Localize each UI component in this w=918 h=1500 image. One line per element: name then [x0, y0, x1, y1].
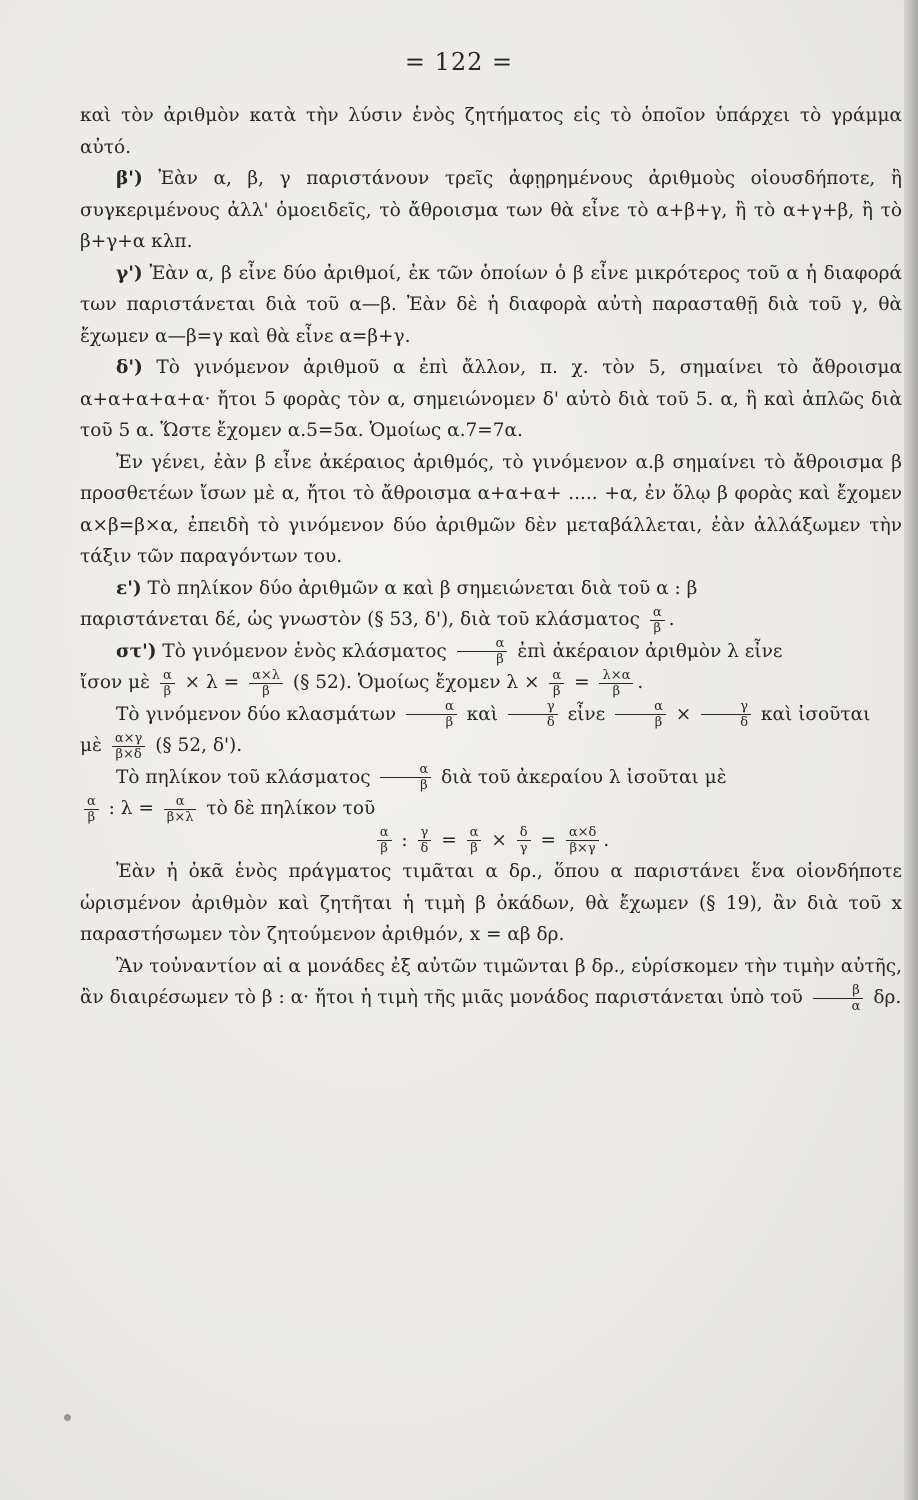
- paper-spot: [64, 1414, 71, 1421]
- fraction: $\frac{\alpha}{\beta}$: [377, 825, 392, 856]
- page-number: = 122 =: [404, 48, 514, 76]
- item-mark: δ'): [116, 357, 143, 378]
- fraction: $\frac{\alpha}{\beta}$: [380, 762, 431, 793]
- fraction: $\frac{\alpha}{\beta}$: [650, 605, 665, 636]
- paragraph-quotient-cont: $\frac{\alpha}{\beta}$ : λ = $\frac{\alpha}{\beta\times\lambda}$ τὸ δὲ πηλίκον τοῦ: [80, 793, 902, 825]
- paragraph-price: Ἐὰν ἡ ὀκᾶ ἑνὸς πράγματος τιμᾶται α δρ., ὅπου α παριστάνει ἕνα οἱονδήποτε ὡρισμένον ἀριθμὸν καὶ ζητῆται ἡ τιμὴ β ὀκάδων, θὰ ἔχωμεν (§ 19), ἂν διὰ τοῦ x παραστήσωμεν τὸν ζητούμενον ἀριθμόν, x = αβ δρ.: [80, 861, 902, 945]
- fraction: $\frac{\alpha}{\beta}$: [549, 668, 564, 699]
- fraction: $\frac{\alpha}{\beta\times\lambda}$: [164, 794, 197, 825]
- paragraph-text: Ἐὰν α, β, γ παριστάνουν τρεῖς ἀφῃρημένους ἀριθμοὺς οἱουσδήποτε, ἢ συγκεριμένους ἀλλ' ὁμοειδεῖς, τὸ ἄθροισμα των θὰ εἶνε τὸ α+β+γ, ἢ τὸ α+γ+β, ἢ τὸ β+γ+α κλπ.: [80, 168, 902, 252]
- item-mark: στ'): [116, 640, 157, 662]
- fraction: $\frac{\alpha}{\beta}$: [160, 668, 175, 699]
- page-text: [80, 100, 902, 1014]
- fraction: $\frac{\alpha\times\gamma}{\beta\times\delta}$: [112, 731, 145, 762]
- paragraph-st-cont: ἴσον μὲ $\frac{\alpha}{\beta}$ × λ = $\frac{\alpha\times\lambda}{\beta}$ (§ 52). Ὁμοίως ἔχομεν λ × $\frac{\alpha}{\beta}$ = $\frac{\lambda\times\alpha}{\beta}$ .: [80, 667, 644, 699]
- paragraph-continuation: καὶ τὸν ἀριθμὸν κατὰ τὴν λύσιν ἑνὸς ζητήματος εἰς τὸ ὁποῖον ὑπάρχει τὸ γράμμα αὐτό.: [80, 105, 902, 158]
- fraction: $\frac{\alpha}{\beta}$: [467, 825, 482, 856]
- paragraph-text: Τὸ πηλίκον δύο ἀριθμῶν α καὶ β σημειώνεται διὰ τοῦ α : β: [141, 577, 698, 599]
- paragraph-product-fractions: Τὸ γινόμενον δύο κλασμάτων $\frac{\alpha}{\beta}$ καὶ $\frac{\gamma}{\delta}$ εἶνε $\frac{\alpha}{\beta}$ × $\frac{\gamma}{\delta}$ καὶ ἰσοῦται: [116, 699, 871, 730]
- fraction: $\frac{\gamma}{\delta}$: [418, 825, 432, 856]
- fraction: $\frac{\gamma}{\delta}$: [508, 699, 558, 730]
- fraction: $\frac{\alpha}{\beta}$: [84, 794, 99, 825]
- fraction: $\frac{\beta}{\alpha}$: [813, 983, 864, 1014]
- paragraph-b: [80, 163, 902, 258]
- paragraph-c: [80, 258, 902, 353]
- item-mark: γ'): [116, 262, 143, 284]
- fraction: $\frac{\delta}{\gamma}$: [517, 825, 531, 856]
- equation-division: $\frac{\alpha}{\beta}$ : $\frac{\gamma}{\delta}$ = $\frac{\alpha}{\beta}$ × $\frac{\delta}{\gamma}$ = $\frac{\alpha\times\delta}{\beta\times\gamma}$ .: [80, 825, 902, 857]
- paragraph-quotient: Τὸ πηλίκον τοῦ κλάσματος $\frac{\alpha}{\beta}$ διὰ τοῦ ἀκεραίου λ ἰσοῦται μὲ: [116, 762, 727, 793]
- paragraph-general: Ἐν γένει, ἐὰν β εἶνε ἀκέραιος ἀριθμός, τὸ γινόμενον α.β σημαίνει τὸ ἄθροισμα β προσθετέων ἴσων μὲ α, ἤτοι τὸ ἄθροισμα α+α+α+ ..... +α, ἐν ὅλῳ β φορὰς καὶ ἔχομεν α×β=β×α, ἐπειδὴ τὸ γινόμενον δύο ἀριθμῶν δὲν μεταβάλλεται, ἐὰν ἀλλάξωμεν τὴν τάξιν τῶν παραγόντων του.: [80, 451, 902, 567]
- paragraph-e: [80, 573, 902, 605]
- fraction: $\frac{\lambda\times\alpha}{\beta}$: [599, 668, 633, 699]
- paragraph-st: στ') Τὸ γινόμενον ἑνὸς κλάσματος $\frac{\alpha}{\beta}$ ἐπὶ ἀκέραιον ἀριθμὸν λ εἶνε: [116, 636, 783, 667]
- paragraph-text: Τὸ γινόμενον ἑνὸς κλάσματος: [156, 640, 447, 662]
- item-mark: ε'): [116, 577, 142, 599]
- paragraph-text: Τὸ γινόμενον ἀριθμοῦ α ἐπὶ ἄλλον, π. χ. τὸν 5, σημαίνει τὸ ἄθροισμα α+α+α+α+α· ἤτοι 5 φορὰς τὸν α, σημειώνομεν δ' αὐτὸ διὰ τοῦ 5. α, ἢ καὶ ἁπλῶς διὰ τοῦ 5 α. Ὥστε ἔχομεν α.5=5α. Ὁμοίως α.7=7α.: [80, 357, 902, 441]
- fraction: $\frac{\alpha}{\beta}$: [615, 699, 666, 730]
- paragraph-d: [80, 352, 902, 447]
- fraction: $\frac{\alpha}{\beta}$: [457, 636, 508, 667]
- fraction: $\frac{\alpha}{\beta}$: [406, 699, 457, 730]
- fraction: $\frac{\alpha\times\delta}{\beta\times\gamma}$: [566, 825, 600, 856]
- page-edge-shadow: [904, 0, 918, 1500]
- paragraph-product-fractions-cont: μὲ $\frac{\alpha\times\gamma}{\beta\times\delta}$ (§ 52, δ').: [80, 730, 243, 762]
- item-mark: β'): [116, 168, 143, 189]
- fraction: $\frac{\gamma}{\delta}$: [701, 699, 751, 730]
- paragraph-text: παριστάνεται δέ, ὡς γνωστὸν (§ 53, δ'), διὰ τοῦ κλάσματος: [80, 609, 640, 630]
- paragraph-e-cont: παριστάνεται δέ, ὡς γνωστὸν (§ 53, δ'), διὰ τοῦ κλάσματος $\frac{\alpha}{\beta}$ .: [80, 604, 675, 636]
- fraction: $\frac{\alpha\times\lambda}{\beta}$: [249, 668, 283, 699]
- paragraph-price-inverse: Ἂν τοὐναντίον αἱ α μονάδες ἐξ αὐτῶν τιμῶνται β δρ., εὑρίσκομεν τὴν τιμὴν αὐτῆς, ἂν διαιρέσωμεν τὸ β : α· ἤτοι ἡ τιμὴ τῆς μιᾶς μονάδος παριστάνεται ὑπὸ τοῦ $\frac{\beta}{\alpha}$ δρ.: [80, 955, 902, 1014]
- paragraph-text: Ἐὰν α, β εἶνε δύο ἀριθμοί, ἐκ τῶν ὁποίων ὁ β εἶνε μικρότερος τοῦ α ἡ διαφορά των παριστάνεται διὰ τοῦ α—β. Ἐὰν δὲ ἡ διαφορὰ αὐτὴ παρασταθῇ διὰ τοῦ γ, θὰ ἔχωμεν α—β=γ καὶ θὰ εἶνε α=β+γ.: [80, 262, 902, 347]
